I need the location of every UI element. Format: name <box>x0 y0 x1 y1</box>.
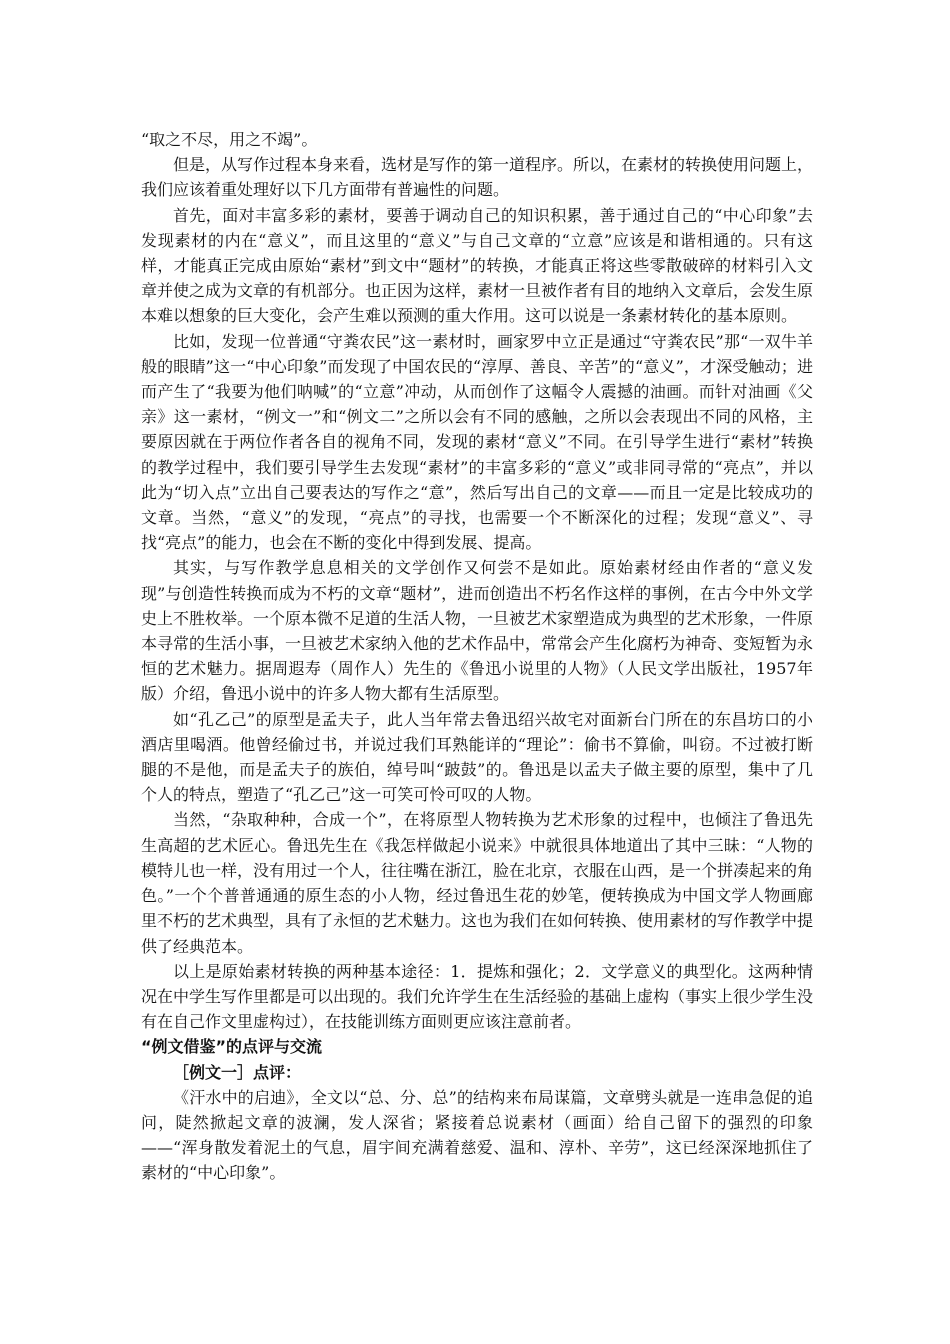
paragraph-kong-yiji-prototype: 如“孔乙己”的原型是孟夫子，此人当年常去鲁迅绍兴故宅对面新台门所在的东昌坊口的小酒店里喝酒。他曾经偷过书，并说过我们耳熟能详的“理论”：偷书不算偷，叫窃。不过被打断腿的不是他，而是孟夫子的族伯，绰号叫“跛鼓”的。鲁迅是以孟夫子做主要的原型，集中了几个人的特点，塑造了“孔乙己”这一可笑可怜可叹的人物。 <box>141 709 813 805</box>
paragraph-first-principle: 首先，面对丰富多彩的素材，要善于调动自己的知识积累，善于通过自己的“中心印象”去发现素材的内在“意义”，而且这里的“意义”与自己文章的“立意”应该是和谐相通的。只有这样，才能真正完成由原始“素材”到文中“题材”的转换，才能真正将这些零散破碎的材料引入文章并使之成为文章的有机部分。也正因为这样，素材一旦被作者有目的地纳入文章后，会发生原本难以想象的巨大变化，会产生难以预测的重大作用。这可以说是一条素材转化的基本原则。 <box>141 205 814 326</box>
paragraph-selection-principle: 但是，从写作过程本身来看，选材是写作的第一道程序。所以，在素材的转换使用问题上，我们应该着重处理好以下几方面带有普遍性的问题。 <box>141 155 814 200</box>
paragraph-example-one-review: 《汗水中的启迪》，全文以“总、分、总”的结构来布局谋篇，文章劈头就是一连串急促的追问，陡然掀起文章的波澜，发人深省；紧接着总说素材（画面）给自己留下的强烈的印象——“浑身散发着泥土的气息，眉宇间充满着慈爱、温和、淳朴、辛劳”，这已经深深地抓住了素材的“中心印象”。 <box>141 1087 813 1183</box>
paragraph-continuation: “取之不尽，用之不竭”。 <box>141 130 318 149</box>
document-body <box>141 127 813 1186</box>
paragraph-literary-creation: 其实，与写作教学息息相关的文学创作又何尝不是如此。原始素材经由作者的“意义发现”与创造性转换而成为不朽的文章“题材”，进而创造出不朽名作这样的事例，在古今中外文学史上不胜枚举。一个原本微不足道的生活人物，一旦被艺术家塑造成为典型的艺术形象，一件原本寻常的生活小事，一旦被艺术家纳入他的艺术作品中，常常会产生化腐朽为神奇、变短暂为永恒的艺术魅力。据周遐寿（周作人）先生的《鲁迅小说里的人物》（人民文学出版社，1957年版）介绍，鲁迅小说中的许多人物大都有生活原型。 <box>141 558 814 704</box>
section-heading: “例文借鉴”的点评与交流 <box>141 1037 323 1057</box>
example-one-subheading: ［例文一］点评： <box>173 1062 302 1082</box>
paragraph-example-luo-zhongli: 比如，发现一位普通“守粪农民”这一素材时，画家罗中立正是通过“守粪农民”那“一双牛羊般的眼睛”这一“中心印象”而发现了中国农民的“淳厚、善良、辛苦”的“意义”，才深受触动；进而产生了“我要为他们呐喊”的“立意”冲动，从而创作了这幅令人震撼的油画。而针对油画《父亲》这一素材，“例文一”和“例文二”之所以会有不同的感触，之所以会表现出不同的风格，主要原因就在于两位作者各自的视角不同，发现的素材“意义”不同。在引导学生进行“素材”转换的教学过程中，我们要引导学生去发现“素材”的丰富多彩的“意义”或非同寻常的“亮点”，并以此为“切入点”立出自己要表达的写作之“意”，然后写出自己的文章——而且一定是比较成功的文章。当然，“意义”的发现，“亮点”的寻找，也需要一个不断深化的过程；发现“意义”、寻找“亮点”的能力，也会在不断的变化中得到发展、提高。 <box>141 331 813 553</box>
paragraph-two-approaches: 以上是原始素材转换的两种基本途径：1．提炼和强化；2．文学意义的典型化。这两种情况在中学生写作里都是可以出现的。我们允许学生在生活经验的基础上虚构（事实上很少学生没有在自己作文里虚构过），在技能训练方面则更应该注意前者。 <box>141 961 814 1032</box>
paragraph-lu-xun-method: 当然，“杂取种种，合成一个”，在将原型人物转换为艺术形象的过程中，也倾注了鲁迅先生高超的艺术匠心。鲁迅先生在《我怎样做起小说来》中就很具体地道出了其中三昧：“人物的模特儿也一样，没有用过一个人，往往嘴在浙江，脸在北京，衣服在山西，是一个拼凑起来的角色。”一个个普普通通的原生态的小人物，经过鲁迅生花的妙笔，便转换成为中国文学人物画廊里不朽的艺术典型，具有了永恒的艺术魅力。这也为我们在如何转换、使用素材的写作教学中提供了经典范本。 <box>141 810 814 956</box>
